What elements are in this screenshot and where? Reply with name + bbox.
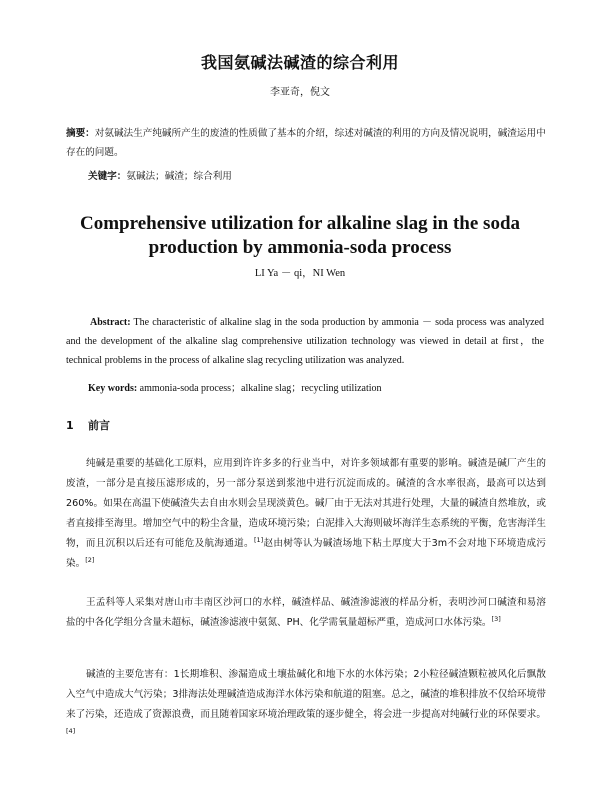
paragraph xyxy=(66,665,546,745)
keywords-en-text: ammonia-soda process；alkaline slag；recycling utilization xyxy=(137,383,382,394)
abstract-cn-label: 摘要： xyxy=(66,128,95,139)
abstract-en xyxy=(66,313,544,370)
paragraph-text: 碱渣的主要危害有：1长期堆积、渗漏造成土壤盐碱化和地下水的水体污染；2小粒径碱渣颗粒被风化后飘散入空气中造成大气污染；3排海法处理碱渣造成海洋水体污染和航道的阻塞。总之，碱渣的堆积排放不仅给环境带来了污染，还造成了资源浪费，而且随着国家环境治理政策的逐步健全，将会进一步提高对纯碱行业的环保要求。 xyxy=(66,669,546,720)
keywords-cn xyxy=(88,168,548,182)
abstract-cn xyxy=(66,124,546,162)
citation: [4] xyxy=(66,726,76,735)
paragraph xyxy=(66,593,546,633)
abstract-en-label: Abstract: xyxy=(90,317,131,328)
section-title: 前言 xyxy=(88,419,110,432)
abstract-cn-text: 对氨碱法生产纯碱所产生的废渣的性质做了基本的介绍，综述对碱渣的利用的方向及情况说明，碱渣运用中存在的问题。 xyxy=(66,128,546,158)
citation: [2] xyxy=(85,555,95,564)
paragraph-text: 赵由树等认为碱渣场地下粘土厚度大于3m不会对地下环境造成污染。 xyxy=(66,538,547,569)
citation: [3] xyxy=(491,614,501,623)
keywords-cn-label: 关键字： xyxy=(88,171,127,182)
authors-cn: 李亚奇，倪文 xyxy=(270,87,330,98)
keywords-en xyxy=(88,379,548,394)
abstract-en-text: The characteristic of alkaline slag in the soda production by ammonia － soda process was analyzed and the development of the alkaline slag comprehensive utilization technology was viewed in detail at first，the technical problems in the process of alkaline slag recycling utilization was analyzed. xyxy=(66,317,544,366)
paragraph xyxy=(66,454,546,574)
keywords-cn-text: 氨碱法；碱渣；综合利用 xyxy=(126,171,232,182)
citation: [1] xyxy=(253,535,264,544)
paper-title-en: Comprehensive utilization for alkaline slag in the soda production by ammonia-soda process xyxy=(79,213,521,258)
paragraph-text: 王孟科等人采集对唐山市丰南区沙河口的水样，碱渣样品、碱渣渗滤液的样品分析，表明沙河口碱渣和易溶盐的中各化学组分含量未超标，碱渣渗滤液中氨氮、PH、化学需氧量超标严重，造成河口水体污染。 xyxy=(66,597,546,628)
paragraph-text: 纯碱是重要的基础化工原料，应用到许许多多的行业当中，对许多领域都有重要的影响。碱渣是碱厂产生的废渣，一部分是直接压滤形成的，另一部分泵送到浆池中进行沉淀而成的。碱渣的含水率很高，最高可以达到260%。如果在高温下使碱渣失去自由水则会呈现淡黄色。碱厂由于无法对其进行处理，大量的碱渣自然堆放，或者直接排至海里。增加空气中的粉尘含量，造成环境污染；白泥排入大海则破坏海洋生态系统的平衡，危害海洋生物，而且沉积以后还有可能危及航海通道。 xyxy=(66,458,546,549)
authors-en: LI Ya － qi，NI Wen xyxy=(254,268,346,279)
section-heading xyxy=(66,417,110,433)
keywords-en-label: Key words: xyxy=(88,383,138,394)
paper-title-cn: 我国氨碱法碱渣的综合利用 xyxy=(200,53,399,72)
section-number: 1 xyxy=(66,419,74,432)
